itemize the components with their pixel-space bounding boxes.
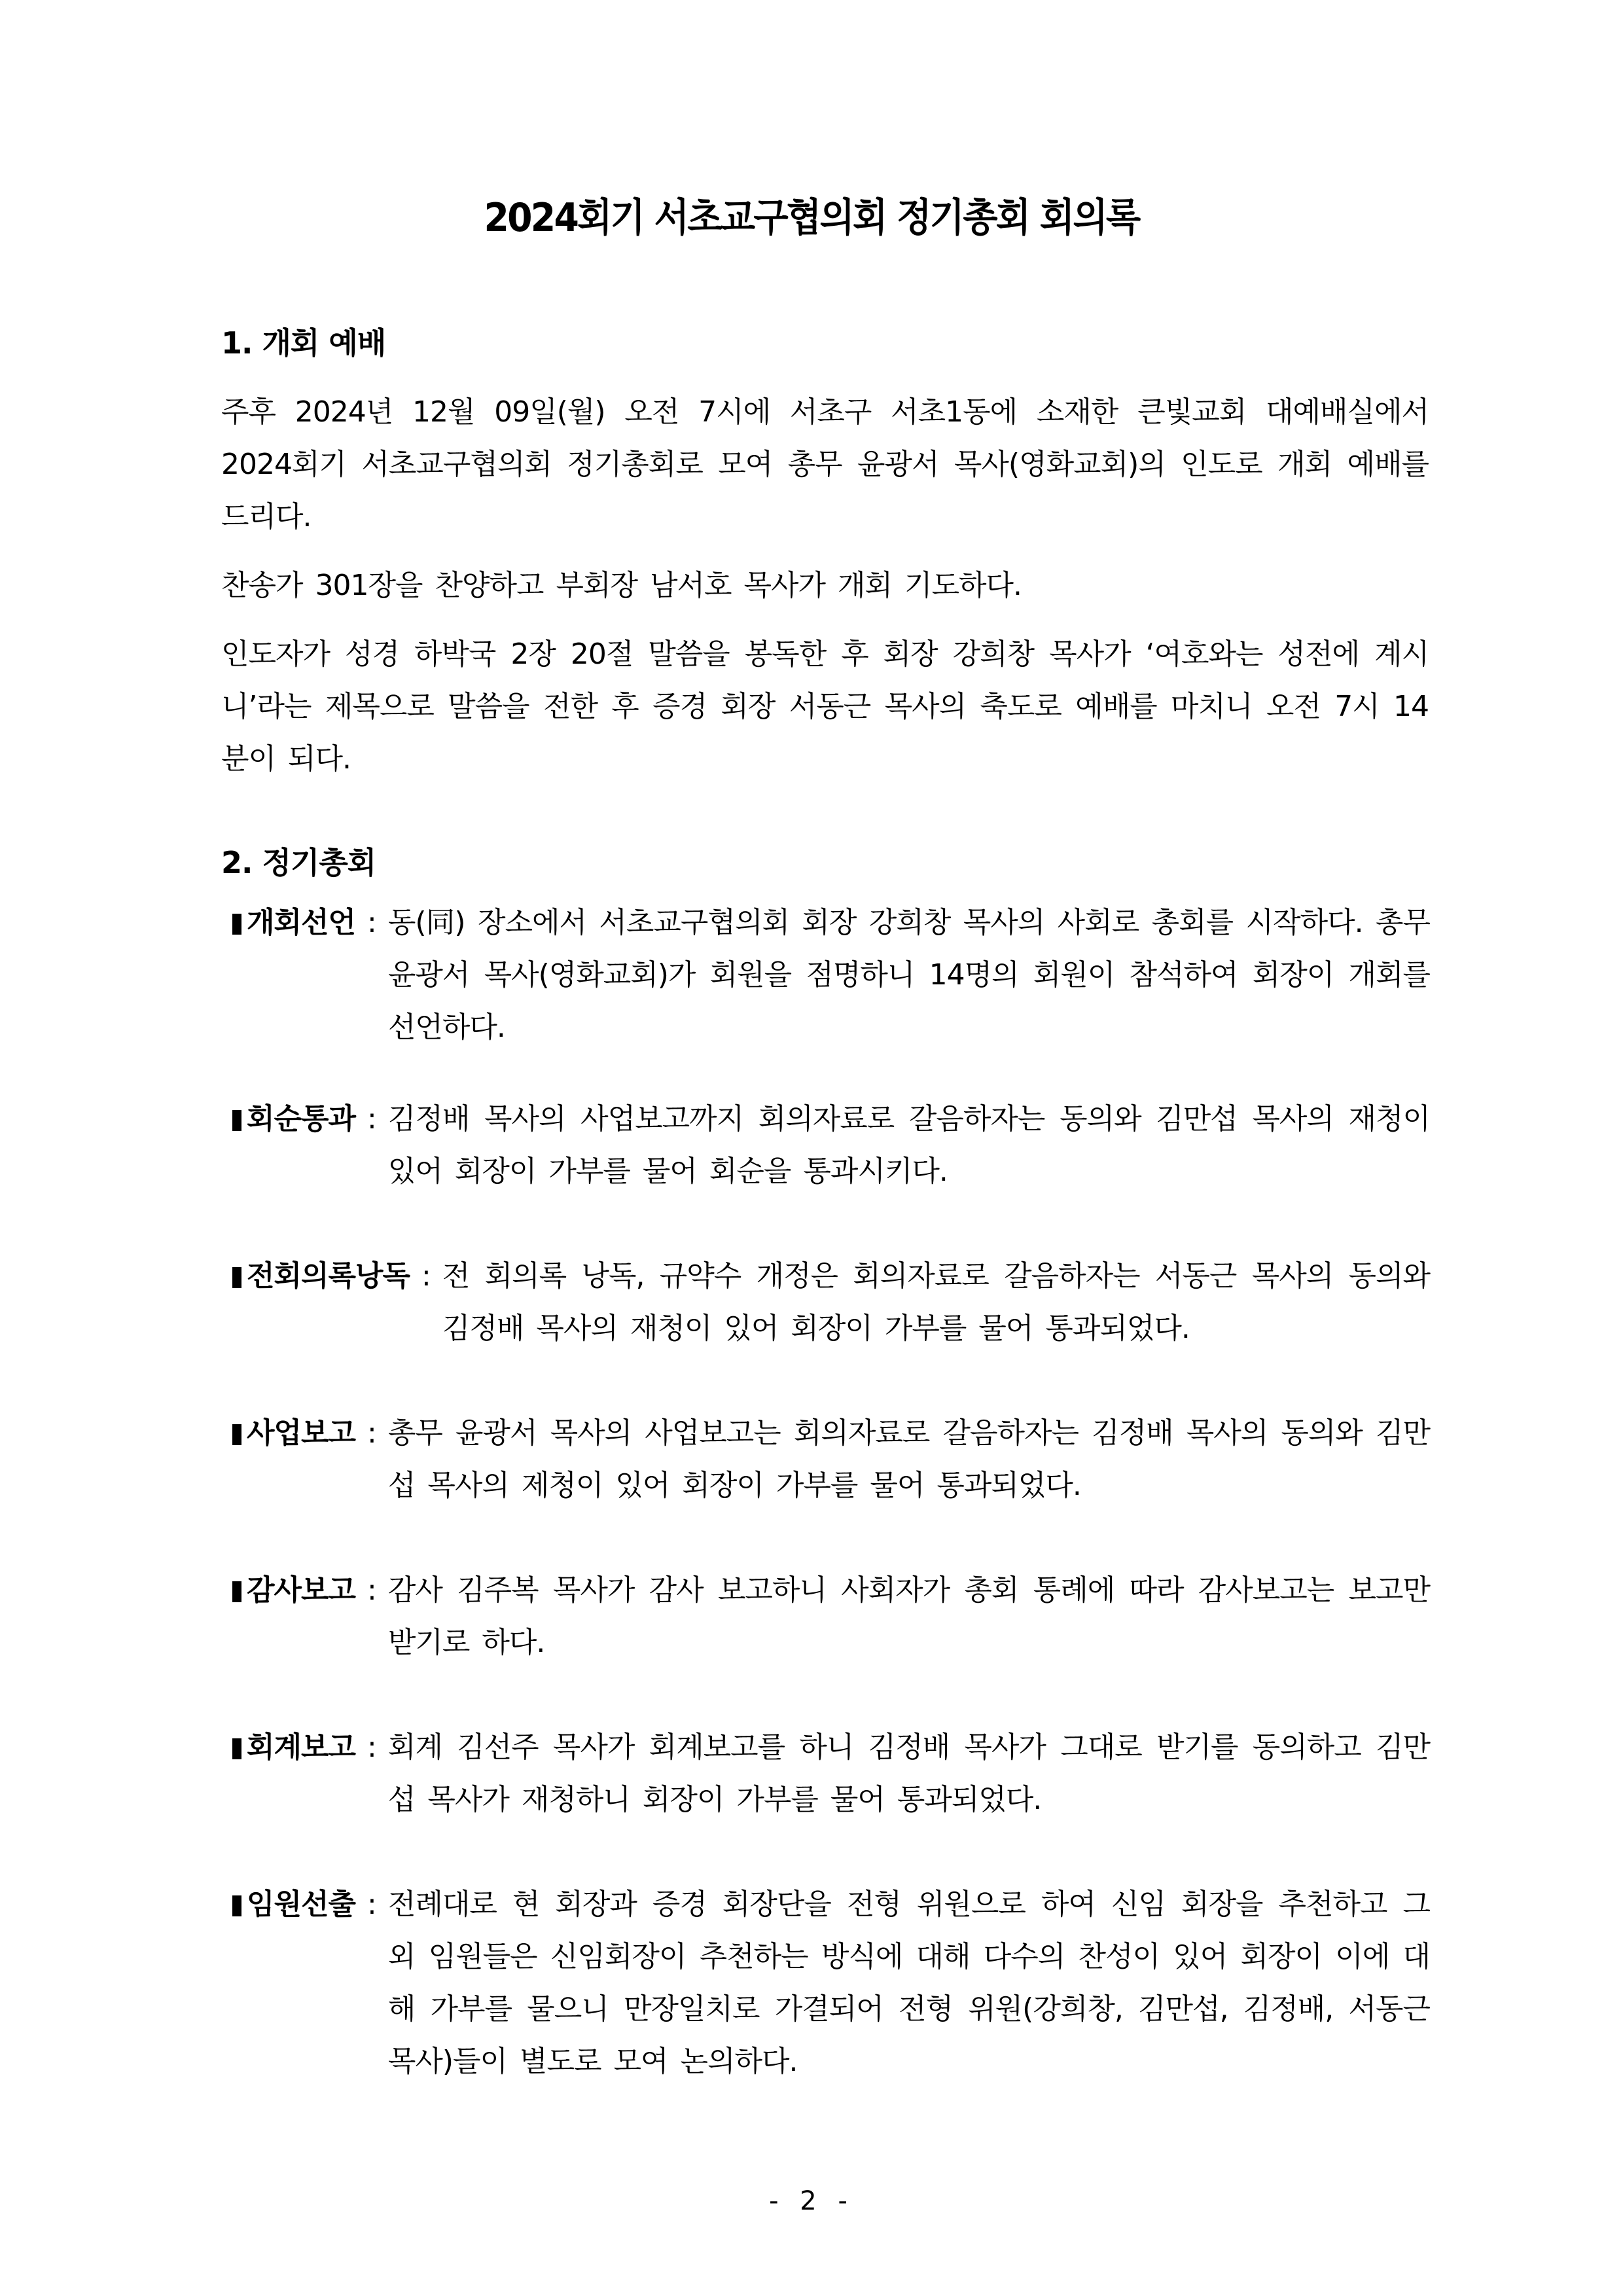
item-text: 전 회의록 낭독, 규약수 개정은 회의자료로 갈음하자는 서동근 목사의 동의와 김정배 목사의 재청이 있어 회장이 가부를 물어 통과되었다. xyxy=(442,1259,1431,1345)
paragraph-sermon-benediction: 인도자가 성경 하박국 2장 20절 말씀을 봉독한 후 회장 강희창 목사가 ‘여호와는 성전에 계시니’라는 제목으로 말씀을 전한 후 증경 회장 서동근 목사의 축도로 예배를 마치니 오전 7시 14분이 되다. xyxy=(221,637,1429,776)
list-item-officer-election xyxy=(232,1878,1430,2088)
item-label: 감사보고 xyxy=(247,1573,356,1607)
item-label: 임원선출 xyxy=(247,1888,356,1921)
item-colon: : xyxy=(367,906,376,939)
square-bullet-icon xyxy=(232,914,241,935)
item-text: 감사 김주복 목사가 감사 보고하니 사회자가 총회 통례에 따라 감사보고는 보고만 받기로 하다. xyxy=(387,1573,1430,1659)
item-label: 회순통과 xyxy=(247,1102,356,1136)
list-item-accounting-report xyxy=(232,1721,1430,1826)
square-bullet-icon xyxy=(232,1895,241,1916)
page-number: - 2 - xyxy=(769,2186,854,2216)
list-item-agenda-approval xyxy=(232,1093,1430,1198)
item-label: 전회의록낭독 xyxy=(247,1259,410,1293)
item-label: 개회선언 xyxy=(247,906,356,939)
square-bullet-icon xyxy=(232,1267,241,1288)
paragraph-worship-intro: 주후 2024년 12월 09일(월) 오전 7시에 서초구 서초1동에 소재한 큰빛교회 대예배실에서 2024회기 서초교구협의회 정기총회로 모여 총무 윤광서 목사(영화교회)의 인도로 개회 예배를 드리다. xyxy=(221,395,1429,533)
item-text: 김정배 목사의 사업보고까지 회의자료로 갈음하자는 동의와 김만섭 목사의 재청이 있어 회장이 가부를 물어 회순을 통과시키다. xyxy=(387,1102,1430,1188)
item-colon: : xyxy=(367,1416,376,1450)
square-bullet-icon xyxy=(232,1581,241,1602)
item-text: 회계 김선주 목사가 회계보고를 하니 김정배 목사가 그대로 받기를 동의하고 김만섭 목사가 재청하니 회장이 가부를 물어 통과되었다. xyxy=(387,1731,1430,1816)
list-item-opening-declaration xyxy=(232,897,1430,1054)
item-colon: : xyxy=(421,1259,431,1293)
item-colon: : xyxy=(367,1731,376,1764)
section-heading-opening-worship: 1. 개회 예배 xyxy=(221,325,386,361)
item-text: 총무 윤광서 목사의 사업보고는 회의자료로 갈음하자는 김정배 목사의 동의와 김만섭 목사의 제청이 있어 회장이 가부를 물어 통과되었다. xyxy=(387,1416,1430,1502)
item-colon: : xyxy=(367,1102,376,1136)
section-heading-regular-assembly: 2. 정기총회 xyxy=(221,845,376,880)
square-bullet-icon xyxy=(232,1110,241,1131)
item-colon: : xyxy=(367,1888,376,1921)
item-label: 회계보고 xyxy=(247,1731,356,1764)
item-text: 동(同) 장소에서 서초교구협의회 회장 강희창 목사의 사회로 총회를 시작하다. 총무 윤광서 목사(영화교회)가 회원을 점명하니 14명의 회원이 참석하여 회장이 개회를 선언하다. xyxy=(387,906,1430,1044)
item-colon: : xyxy=(367,1573,376,1607)
square-bullet-icon xyxy=(232,1738,241,1759)
list-item-audit-report xyxy=(232,1564,1430,1669)
item-label: 사업보고 xyxy=(247,1416,356,1450)
list-item-previous-minutes-reading xyxy=(232,1250,1430,1355)
list-item-business-report xyxy=(232,1407,1430,1512)
document-title: 2024회기 서초교구협의회 정기총회 회의록 xyxy=(484,195,1139,241)
paragraph-hymn-prayer: 찬송가 301장을 찬양하고 부회장 남서호 목사가 개회 기도하다. xyxy=(221,569,1022,602)
item-text: 전례대로 현 회장과 증경 회장단을 전형 위원으로 하여 신임 회장을 추천하고 그 외 임원들은 신임회장이 추천하는 방식에 대해 다수의 찬성이 있어 회장이 이에 대해 가부를 물으니 만장일치로 가결되어 전형 위원(강희창, 김만섭, 김정배, 서동근 목사)들이 별도로 모여 논의하다. xyxy=(387,1888,1430,2078)
square-bullet-icon xyxy=(232,1424,241,1445)
